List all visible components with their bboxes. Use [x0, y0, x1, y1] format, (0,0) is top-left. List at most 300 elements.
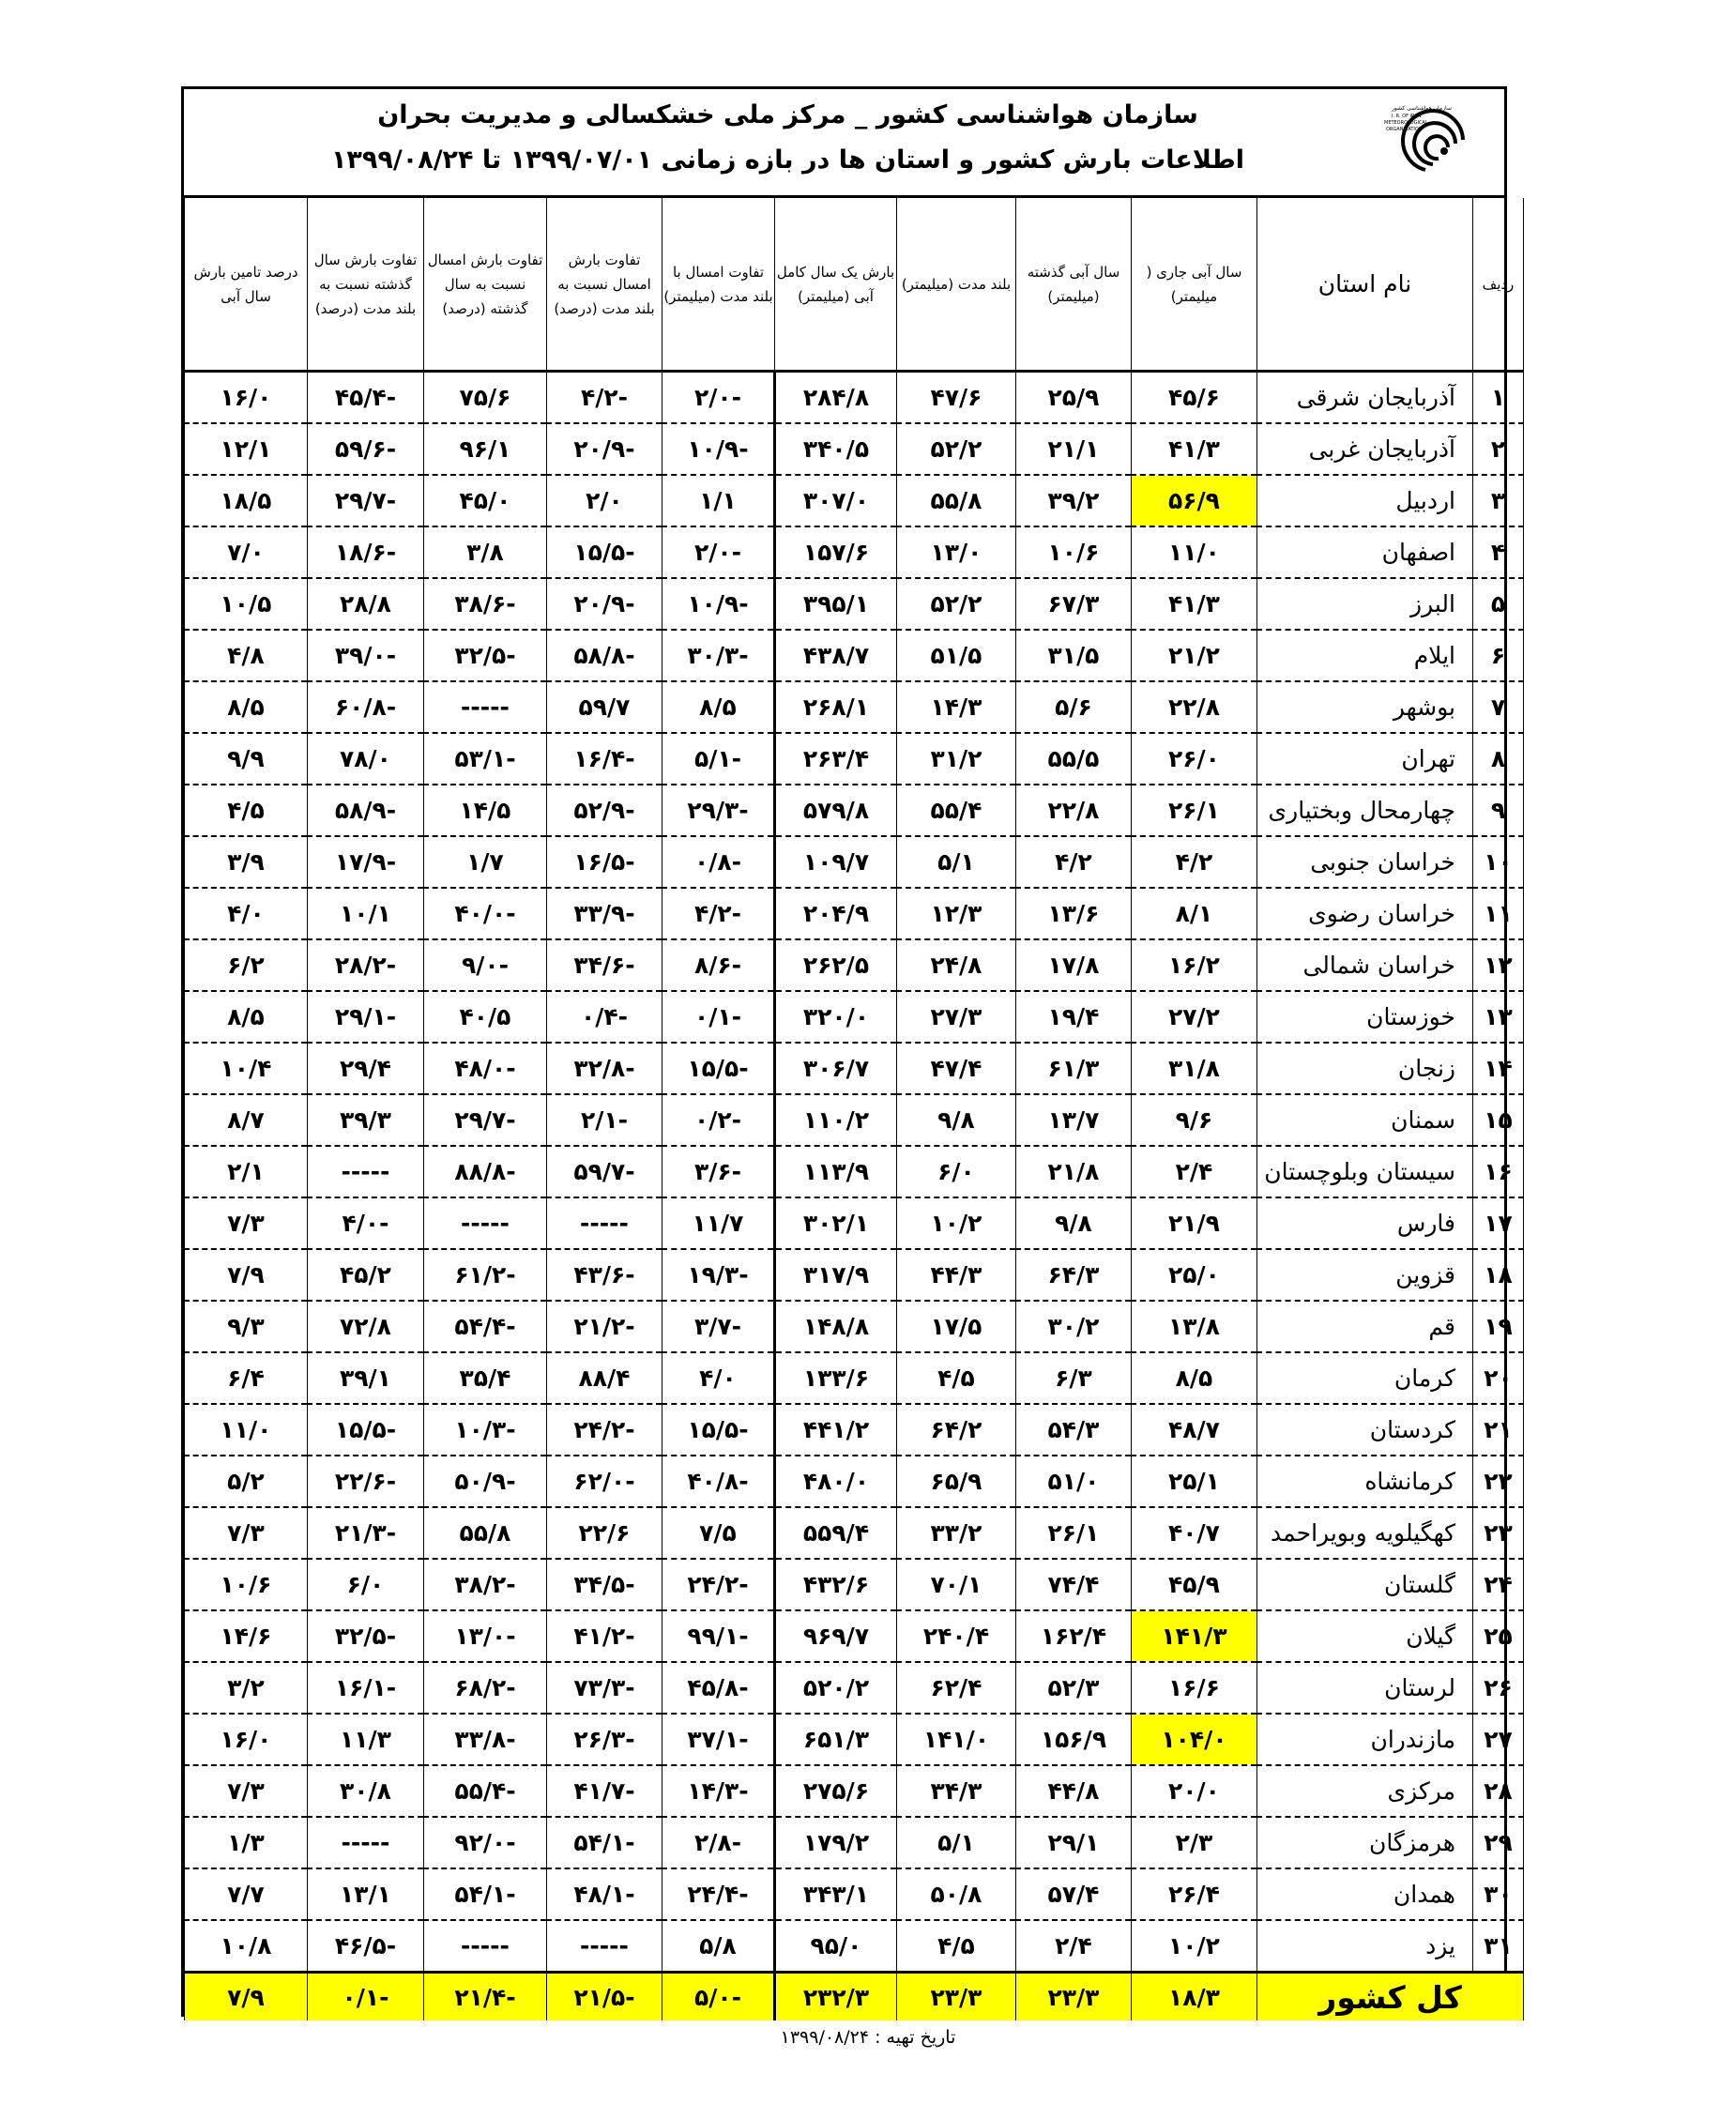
col-full-year: بارش یک سال کامل آبی (میلیمتر)	[775, 198, 897, 372]
row-number: ۱۰	[1473, 836, 1524, 888]
diff-long-pct-value: -۳۲/۸	[547, 1043, 662, 1094]
long-term-value: ۱۷/۵	[897, 1301, 1016, 1352]
last-year-value: ۵۴/۳	[1016, 1404, 1132, 1456]
supply-pct-value: ۷/۳	[185, 1765, 308, 1817]
logo-text-organization: ORGANIZATION	[1386, 127, 1423, 132]
last-vs-long-pct-value: -۳۹/۰	[308, 630, 424, 681]
diff-last-pct-value: -----	[424, 681, 547, 733]
last-year-value: ۱۷/۸	[1016, 939, 1132, 991]
row-number: ۳	[1473, 475, 1524, 526]
full-year-value: ۹۶۹/۷	[775, 1610, 897, 1662]
current-year-value: ۱۶/۶	[1132, 1662, 1257, 1714]
table-row	[185, 1817, 1524, 1868]
diff-long-pct-value: -۱۶/۵	[547, 836, 662, 888]
total-supply-pct-value: ۷/۹	[185, 1973, 308, 2021]
row-number: ۲۰	[1473, 1352, 1524, 1404]
diff-long-pct-value: -----	[547, 1197, 662, 1249]
col-province: نام استان	[1257, 198, 1473, 372]
current-year-value: ۲/۳	[1132, 1817, 1257, 1868]
last-vs-long-pct-value: -۱۷/۹	[308, 836, 424, 888]
last-year-value: ۶۱/۳	[1016, 1043, 1132, 1094]
table-row	[185, 939, 1524, 991]
diff-long-mm-value: -۹۹/۱	[662, 1610, 775, 1662]
province-name: اردبیل	[1257, 475, 1473, 526]
province-name: هرمزگان	[1257, 1817, 1473, 1868]
diff-long-pct-value: -۵۸/۸	[547, 630, 662, 681]
diff-last-pct-value: -۵۵/۴	[424, 1765, 547, 1817]
supply-pct-value: ۱۰/۵	[185, 578, 308, 630]
diff-long-pct-value: -۳۴/۶	[547, 939, 662, 991]
diff-long-pct-value: -۵۲/۹	[547, 785, 662, 836]
supply-pct-value: ۳/۹	[185, 836, 308, 888]
diff-last-pct-value: -۵۴/۱	[424, 1868, 547, 1920]
preparation-date: تاریخ تهیه : ۱۳۹۹/۰۸/۲۴	[780, 2027, 956, 2048]
last-year-value: ۵۲/۳	[1016, 1662, 1132, 1714]
long-term-value: ۱۲/۳	[897, 888, 1016, 939]
last-year-value: ۱۰/۶	[1016, 526, 1132, 578]
current-year-value: ۲۵/۰	[1132, 1249, 1257, 1301]
current-year-value: ۴۰/۷	[1132, 1507, 1257, 1559]
diff-last-pct-value: ۱۴/۵	[424, 785, 547, 836]
logo-text-country: I. R. OF IRAN	[1392, 114, 1422, 119]
long-term-value: ۵۲/۲	[897, 423, 1016, 475]
full-year-value: ۹۵/۰	[775, 1920, 897, 1973]
long-term-value: ۱۳/۰	[897, 526, 1016, 578]
diff-long-pct-value: -۱۶/۴	[547, 733, 662, 785]
row-number: ۲۹	[1473, 1817, 1524, 1868]
logo-dot	[1440, 147, 1448, 155]
current-year-value: ۲۱/۲	[1132, 630, 1257, 681]
province-name: خراسان شمالی	[1257, 939, 1473, 991]
diff-long-pct-value: -۲۶/۳	[547, 1714, 662, 1765]
table-row	[185, 888, 1524, 939]
last-vs-long-pct-value: ۳۹/۱	[308, 1352, 424, 1404]
last-vs-long-pct-value: -۲۱/۳	[308, 1507, 424, 1559]
diff-long-mm-value: -۱۴/۳	[662, 1765, 775, 1817]
last-vs-long-pct-value: ۴۵/۲	[308, 1249, 424, 1301]
diff-long-pct-value: -۱۵/۵	[547, 526, 662, 578]
diff-long-mm-value: -۱۵/۵	[662, 1404, 775, 1456]
long-term-value: ۵/۱	[897, 836, 1016, 888]
col-last-vs-long-pct: تفاوت بارش سال گذشته نسبت به بلند مدت (درصد)	[308, 198, 424, 372]
diff-last-pct-value: -۱۰/۳	[424, 1404, 547, 1456]
province-name: قم	[1257, 1301, 1473, 1352]
table-row	[185, 526, 1524, 578]
last-year-value: ۵۵/۵	[1016, 733, 1132, 785]
last-vs-long-pct-value: -۴۶/۵	[308, 1920, 424, 1973]
diff-long-mm-value: -۰/۱	[662, 991, 775, 1043]
diff-long-pct-value: ۵۹/۷	[547, 681, 662, 733]
supply-pct-value: ۷/۰	[185, 526, 308, 578]
last-year-value: ۲۲/۸	[1016, 785, 1132, 836]
last-year-value: ۵/۶	[1016, 681, 1132, 733]
diff-last-pct-value: -۵۳/۱	[424, 733, 547, 785]
full-year-value: ۲۸۴/۸	[775, 372, 897, 424]
long-term-value: ۴۷/۴	[897, 1043, 1016, 1094]
row-number: ۱۴	[1473, 1043, 1524, 1094]
province-name: زنجان	[1257, 1043, 1473, 1094]
last-vs-long-pct-value: ۱۱/۳	[308, 1714, 424, 1765]
report-sheet	[181, 86, 1515, 2017]
table-row	[185, 991, 1524, 1043]
last-year-value: ۶۷/۳	[1016, 578, 1132, 630]
diff-long-pct-value: -۳۴/۵	[547, 1559, 662, 1610]
diff-last-pct-value: ۴۵/۰	[424, 475, 547, 526]
long-term-value: ۱۴۱/۰	[897, 1714, 1016, 1765]
last-year-value: ۴۴/۸	[1016, 1765, 1132, 1817]
full-year-value: ۳۴۰/۵	[775, 423, 897, 475]
last-vs-long-pct-value: -۱۵/۵	[308, 1404, 424, 1456]
diff-last-pct-value: ۳/۸	[424, 526, 547, 578]
diff-last-pct-value: ۳۵/۴	[424, 1352, 547, 1404]
current-year-value: ۱۰/۲	[1132, 1920, 1257, 1973]
last-year-value: ۳۰/۲	[1016, 1301, 1132, 1352]
province-name: کردستان	[1257, 1404, 1473, 1456]
last-year-value: ۱۳/۷	[1016, 1094, 1132, 1146]
row-number: ۲۳	[1473, 1507, 1524, 1559]
last-year-value: ۱۹/۴	[1016, 991, 1132, 1043]
long-term-value: ۵/۱	[897, 1817, 1016, 1868]
full-year-value: ۴۳۸/۷	[775, 630, 897, 681]
current-year-value: ۱۱/۰	[1132, 526, 1257, 578]
diff-long-pct-value: ۲۲/۶	[547, 1507, 662, 1559]
last-vs-long-pct-value: ۲۹/۴	[308, 1043, 424, 1094]
diff-long-mm-value: -۲۴/۴	[662, 1868, 775, 1920]
supply-pct-value: ۱۱/۰	[185, 1404, 308, 1456]
last-vs-long-pct-value: -۱۸/۶	[308, 526, 424, 578]
current-year-value: ۵۶/۹	[1132, 475, 1257, 526]
table-row	[185, 1662, 1524, 1714]
last-year-value: ۲۶/۱	[1016, 1507, 1132, 1559]
row-number: ۲۷	[1473, 1714, 1524, 1765]
supply-pct-value: ۱۲/۱	[185, 423, 308, 475]
diff-long-mm-value: -۲۹/۳	[662, 785, 775, 836]
diff-last-pct-value: ۴۰/۵	[424, 991, 547, 1043]
table-body	[185, 372, 1524, 2021]
full-year-value: ۳۲۰/۰	[775, 991, 897, 1043]
long-term-value: ۶/۰	[897, 1146, 1016, 1197]
precipitation-table	[184, 198, 1524, 2020]
row-number: ۱۵	[1473, 1094, 1524, 1146]
province-name: لرستان	[1257, 1662, 1473, 1714]
last-vs-long-pct-value: -۲۹/۱	[308, 991, 424, 1043]
diff-long-pct-value: ۲/۰	[547, 475, 662, 526]
total-last-vs-long-pct-value: -۰/۱	[308, 1973, 424, 2021]
col-supply-pct: درصد تامین بارش سال آبی	[185, 198, 308, 372]
row-number: ۱۱	[1473, 888, 1524, 939]
last-year-value: ۳۹/۲	[1016, 475, 1132, 526]
current-year-value: ۱۳/۸	[1132, 1301, 1257, 1352]
supply-pct-value: ۴/۵	[185, 785, 308, 836]
province-name: مرکزی	[1257, 1765, 1473, 1817]
full-year-value: ۵۲۰/۲	[775, 1662, 897, 1714]
row-number: ۷	[1473, 681, 1524, 733]
diff-last-pct-value: -۵۰/۹	[424, 1456, 547, 1507]
row-number: ۲۵	[1473, 1610, 1524, 1662]
table-row	[185, 475, 1524, 526]
supply-pct-value: ۴/۰	[185, 888, 308, 939]
last-year-value: ۱۵۶/۹	[1016, 1714, 1132, 1765]
report-title: سازمان هواشناسی کشور _ مرکز ملی خشکسالی و مدیریت بحران	[377, 100, 1198, 130]
full-year-value: ۶۵۱/۳	[775, 1714, 897, 1765]
current-year-value: ۴/۲	[1132, 836, 1257, 888]
last-vs-long-pct-value: ۲۸/۸	[308, 578, 424, 630]
supply-pct-value: ۷/۳	[185, 1197, 308, 1249]
diff-long-pct-value: -۲۰/۹	[547, 578, 662, 630]
province-name: گلستان	[1257, 1559, 1473, 1610]
supply-pct-value: ۳/۲	[185, 1662, 308, 1714]
full-year-value: ۱۴۸/۸	[775, 1301, 897, 1352]
current-year-value: ۹/۶	[1132, 1094, 1257, 1146]
diff-long-pct-value: -۴۸/۱	[547, 1868, 662, 1920]
last-vs-long-pct-value: ۱۳/۱	[308, 1868, 424, 1920]
current-year-value: ۲۶/۰	[1132, 733, 1257, 785]
long-term-value: ۵۰/۸	[897, 1868, 1016, 1920]
total-diff-long-pct-value: -۲۱/۵	[547, 1973, 662, 2021]
table-row	[185, 1456, 1524, 1507]
table-row	[185, 1249, 1524, 1301]
total-last-year-value: ۲۳/۳	[1016, 1973, 1132, 2021]
diff-long-mm-value: -۳/۷	[662, 1301, 775, 1352]
full-year-value: ۲۶۳/۴	[775, 733, 897, 785]
long-term-value: ۵۵/۸	[897, 475, 1016, 526]
diff-long-mm-value: ۷/۵	[662, 1507, 775, 1559]
last-vs-long-pct-value: -----	[308, 1817, 424, 1868]
long-term-value: ۳۴/۳	[897, 1765, 1016, 1817]
table-row	[185, 1868, 1524, 1920]
supply-pct-value: ۱۴/۶	[185, 1610, 308, 1662]
table-row	[185, 1610, 1524, 1662]
current-year-value: ۲۱/۹	[1132, 1197, 1257, 1249]
current-year-value: ۸/۵	[1132, 1352, 1257, 1404]
table-row	[185, 681, 1524, 733]
table-row	[185, 1352, 1524, 1404]
last-year-value: ۷۴/۴	[1016, 1559, 1132, 1610]
table-row	[185, 1714, 1524, 1765]
full-year-value: ۱۱۰/۲	[775, 1094, 897, 1146]
last-year-value: ۲۵/۹	[1016, 372, 1132, 424]
table-row	[185, 1197, 1524, 1249]
diff-long-pct-value: -۴/۲	[547, 372, 662, 424]
row-number: ۲۸	[1473, 1765, 1524, 1817]
diff-long-pct-value: -۳۳/۹	[547, 888, 662, 939]
table-row	[185, 372, 1524, 424]
total-full-year-value: ۲۳۲/۳	[775, 1973, 897, 2021]
full-year-value: ۳۰۲/۱	[775, 1197, 897, 1249]
diff-last-pct-value: ۹۶/۱	[424, 423, 547, 475]
full-year-value: ۲۷۵/۶	[775, 1765, 897, 1817]
full-year-value: ۳۰۷/۰	[775, 475, 897, 526]
last-vs-long-pct-value: ۳۹/۳	[308, 1094, 424, 1146]
last-year-value: ۶/۳	[1016, 1352, 1132, 1404]
long-term-value: ۷۰/۱	[897, 1559, 1016, 1610]
supply-pct-value: ۵/۲	[185, 1456, 308, 1507]
table-row	[185, 785, 1524, 836]
table-row	[185, 423, 1524, 475]
diff-last-pct-value: -۴۸/۰	[424, 1043, 547, 1094]
last-vs-long-pct-value: ۷۲/۸	[308, 1301, 424, 1352]
diff-long-mm-value: -۲۴/۲	[662, 1559, 775, 1610]
province-name: قزوین	[1257, 1249, 1473, 1301]
diff-long-mm-value: -۲/۰	[662, 526, 775, 578]
diff-last-pct-value: -۶۸/۲	[424, 1662, 547, 1714]
row-number: ۲۴	[1473, 1559, 1524, 1610]
col-row-no: ردیف	[1473, 198, 1524, 372]
diff-long-mm-value: -۵/۱	[662, 733, 775, 785]
province-name: البرز	[1257, 578, 1473, 630]
province-name: خراسان جنوبی	[1257, 836, 1473, 888]
diff-long-mm-value: -۱۹/۳	[662, 1249, 775, 1301]
current-year-value: ۲۰/۰	[1132, 1765, 1257, 1817]
total-label: کل کشور	[1257, 1973, 1524, 2021]
full-year-value: ۲۰۴/۹	[775, 888, 897, 939]
long-term-value: ۹/۸	[897, 1094, 1016, 1146]
diff-long-pct-value: -۴۱/۲	[547, 1610, 662, 1662]
current-year-value: ۳۱/۸	[1132, 1043, 1257, 1094]
diff-last-pct-value: -۸۸/۸	[424, 1146, 547, 1197]
province-name: اصفهان	[1257, 526, 1473, 578]
supply-pct-value: ۲/۱	[185, 1146, 308, 1197]
province-name: سیستان وبلوچستان	[1257, 1146, 1473, 1197]
table-row	[185, 1765, 1524, 1817]
full-year-value: ۳۴۳/۱	[775, 1868, 897, 1920]
full-year-value: ۳۱۷/۹	[775, 1249, 897, 1301]
table-row	[185, 836, 1524, 888]
row-number: ۱۲	[1473, 939, 1524, 991]
province-name: کرمانشاه	[1257, 1456, 1473, 1507]
province-name: مازندران	[1257, 1714, 1473, 1765]
total-diff-long-mm-value: -۵/۰	[662, 1973, 775, 2021]
long-term-value: ۲۷/۳	[897, 991, 1016, 1043]
last-year-value: ۶۴/۳	[1016, 1249, 1132, 1301]
last-year-value: ۴/۲	[1016, 836, 1132, 888]
diff-last-pct-value: -۴۰/۰	[424, 888, 547, 939]
diff-last-pct-value: -۳۸/۲	[424, 1559, 547, 1610]
row-number: ۱۳	[1473, 991, 1524, 1043]
last-vs-long-pct-value: -۲۹/۷	[308, 475, 424, 526]
diff-long-pct-value: -----	[547, 1920, 662, 1973]
diff-long-pct-value: ۸۸/۴	[547, 1352, 662, 1404]
full-year-value: ۱۳۳/۶	[775, 1352, 897, 1404]
diff-last-pct-value: ۱/۷	[424, 836, 547, 888]
diff-long-pct-value: -۷۳/۳	[547, 1662, 662, 1714]
row-number: ۴	[1473, 526, 1524, 578]
full-year-value: ۳۹۵/۱	[775, 578, 897, 630]
logo-text-persian: سازمان هواشناسی کشور	[1392, 105, 1452, 112]
full-year-value: ۴۳۲/۶	[775, 1559, 897, 1610]
row-number: ۱۹	[1473, 1301, 1524, 1352]
diff-last-pct-value: -----	[424, 1197, 547, 1249]
diff-long-mm-value: ۵/۸	[662, 1920, 775, 1973]
last-vs-long-pct-value: -۱۶/۱	[308, 1662, 424, 1714]
current-year-value: ۴۱/۳	[1132, 423, 1257, 475]
diff-long-mm-value: -۸/۶	[662, 939, 775, 991]
supply-pct-value: ۱۰/۴	[185, 1043, 308, 1094]
last-vs-long-pct-value: -۴۵/۴	[308, 372, 424, 424]
diff-last-pct-value: -۳۸/۶	[424, 578, 547, 630]
diff-long-mm-value: -۱۰/۹	[662, 578, 775, 630]
last-year-value: ۱۶۲/۴	[1016, 1610, 1132, 1662]
table-row	[185, 1404, 1524, 1456]
full-year-value: ۲۶۸/۱	[775, 681, 897, 733]
current-year-value: ۱۰۴/۰	[1132, 1714, 1257, 1765]
table-row	[185, 1507, 1524, 1559]
diff-last-pct-value: -۱۳/۰	[424, 1610, 547, 1662]
diff-long-mm-value: -۱۵/۵	[662, 1043, 775, 1094]
last-vs-long-pct-value: -۵۸/۹	[308, 785, 424, 836]
province-name: خراسان رضوی	[1257, 888, 1473, 939]
report-header	[184, 89, 1504, 198]
province-name: یزد	[1257, 1920, 1473, 1973]
full-year-value: ۴۴۱/۲	[775, 1404, 897, 1456]
row-number: ۲۲	[1473, 1456, 1524, 1507]
supply-pct-value: ۱/۳	[185, 1817, 308, 1868]
supply-pct-value: ۱۸/۵	[185, 475, 308, 526]
row-number: ۱۷	[1473, 1197, 1524, 1249]
supply-pct-value: ۹/۹	[185, 733, 308, 785]
current-year-value: ۴۸/۷	[1132, 1404, 1257, 1456]
col-current-year: سال آبی جاری ( میلیمتر)	[1132, 198, 1257, 372]
last-vs-long-pct-value: -۴/۰	[308, 1197, 424, 1249]
current-year-value: ۱۶/۲	[1132, 939, 1257, 991]
long-term-value: ۱۰/۲	[897, 1197, 1016, 1249]
diff-long-mm-value: -۳/۶	[662, 1146, 775, 1197]
last-vs-long-pct-value: -۵۹/۶	[308, 423, 424, 475]
last-year-value: ۵۱/۰	[1016, 1456, 1132, 1507]
long-term-value: ۳۳/۲	[897, 1507, 1016, 1559]
diff-last-pct-value: -۳۲/۵	[424, 630, 547, 681]
diff-long-pct-value: -۵۴/۱	[547, 1817, 662, 1868]
diff-long-mm-value: -۳۷/۱	[662, 1714, 775, 1765]
diff-last-pct-value: -۲۹/۷	[424, 1094, 547, 1146]
table-row	[185, 1043, 1524, 1094]
table-row	[185, 1920, 1524, 1973]
full-year-value: ۱۷۹/۲	[775, 1817, 897, 1868]
supply-pct-value: ۷/۷	[185, 1868, 308, 1920]
diff-long-pct-value: -۲۰/۹	[547, 423, 662, 475]
supply-pct-value: ۱۰/۸	[185, 1920, 308, 1973]
table-row	[185, 733, 1524, 785]
table-row	[185, 1559, 1524, 1610]
supply-pct-value: ۱۶/۰	[185, 372, 308, 424]
province-name: ایلام	[1257, 630, 1473, 681]
diff-last-pct-value: -۹۲/۰	[424, 1817, 547, 1868]
header-row	[185, 198, 1524, 372]
long-term-value: ۶۴/۲	[897, 1404, 1016, 1456]
supply-pct-value: ۱۶/۰	[185, 1714, 308, 1765]
long-term-value: ۳۱/۲	[897, 733, 1016, 785]
current-year-value: ۴۵/۹	[1132, 1559, 1257, 1610]
province-name: آذربایجان غربی	[1257, 423, 1473, 475]
province-name: بوشهر	[1257, 681, 1473, 733]
supply-pct-value: ۸/۵	[185, 681, 308, 733]
diff-last-pct-value: ۷۵/۶	[424, 372, 547, 424]
supply-pct-value: ۴/۸	[185, 630, 308, 681]
last-year-value: ۲۱/۸	[1016, 1146, 1132, 1197]
diff-long-mm-value: -۰/۲	[662, 1094, 775, 1146]
supply-pct-value: ۸/۵	[185, 991, 308, 1043]
diff-long-pct-value: -۴۳/۶	[547, 1249, 662, 1301]
province-name: کهگیلویه وبویراحمد	[1257, 1507, 1473, 1559]
row-number: ۱۶	[1473, 1146, 1524, 1197]
diff-long-mm-value: -۲/۸	[662, 1817, 775, 1868]
long-term-value: ۴۴/۳	[897, 1249, 1016, 1301]
row-number: ۲۶	[1473, 1662, 1524, 1714]
long-term-value: ۵۵/۴	[897, 785, 1016, 836]
last-vs-long-pct-value: -۲۲/۶	[308, 1456, 424, 1507]
last-year-value: ۱۳/۶	[1016, 888, 1132, 939]
diff-long-pct-value: -۵۹/۷	[547, 1146, 662, 1197]
